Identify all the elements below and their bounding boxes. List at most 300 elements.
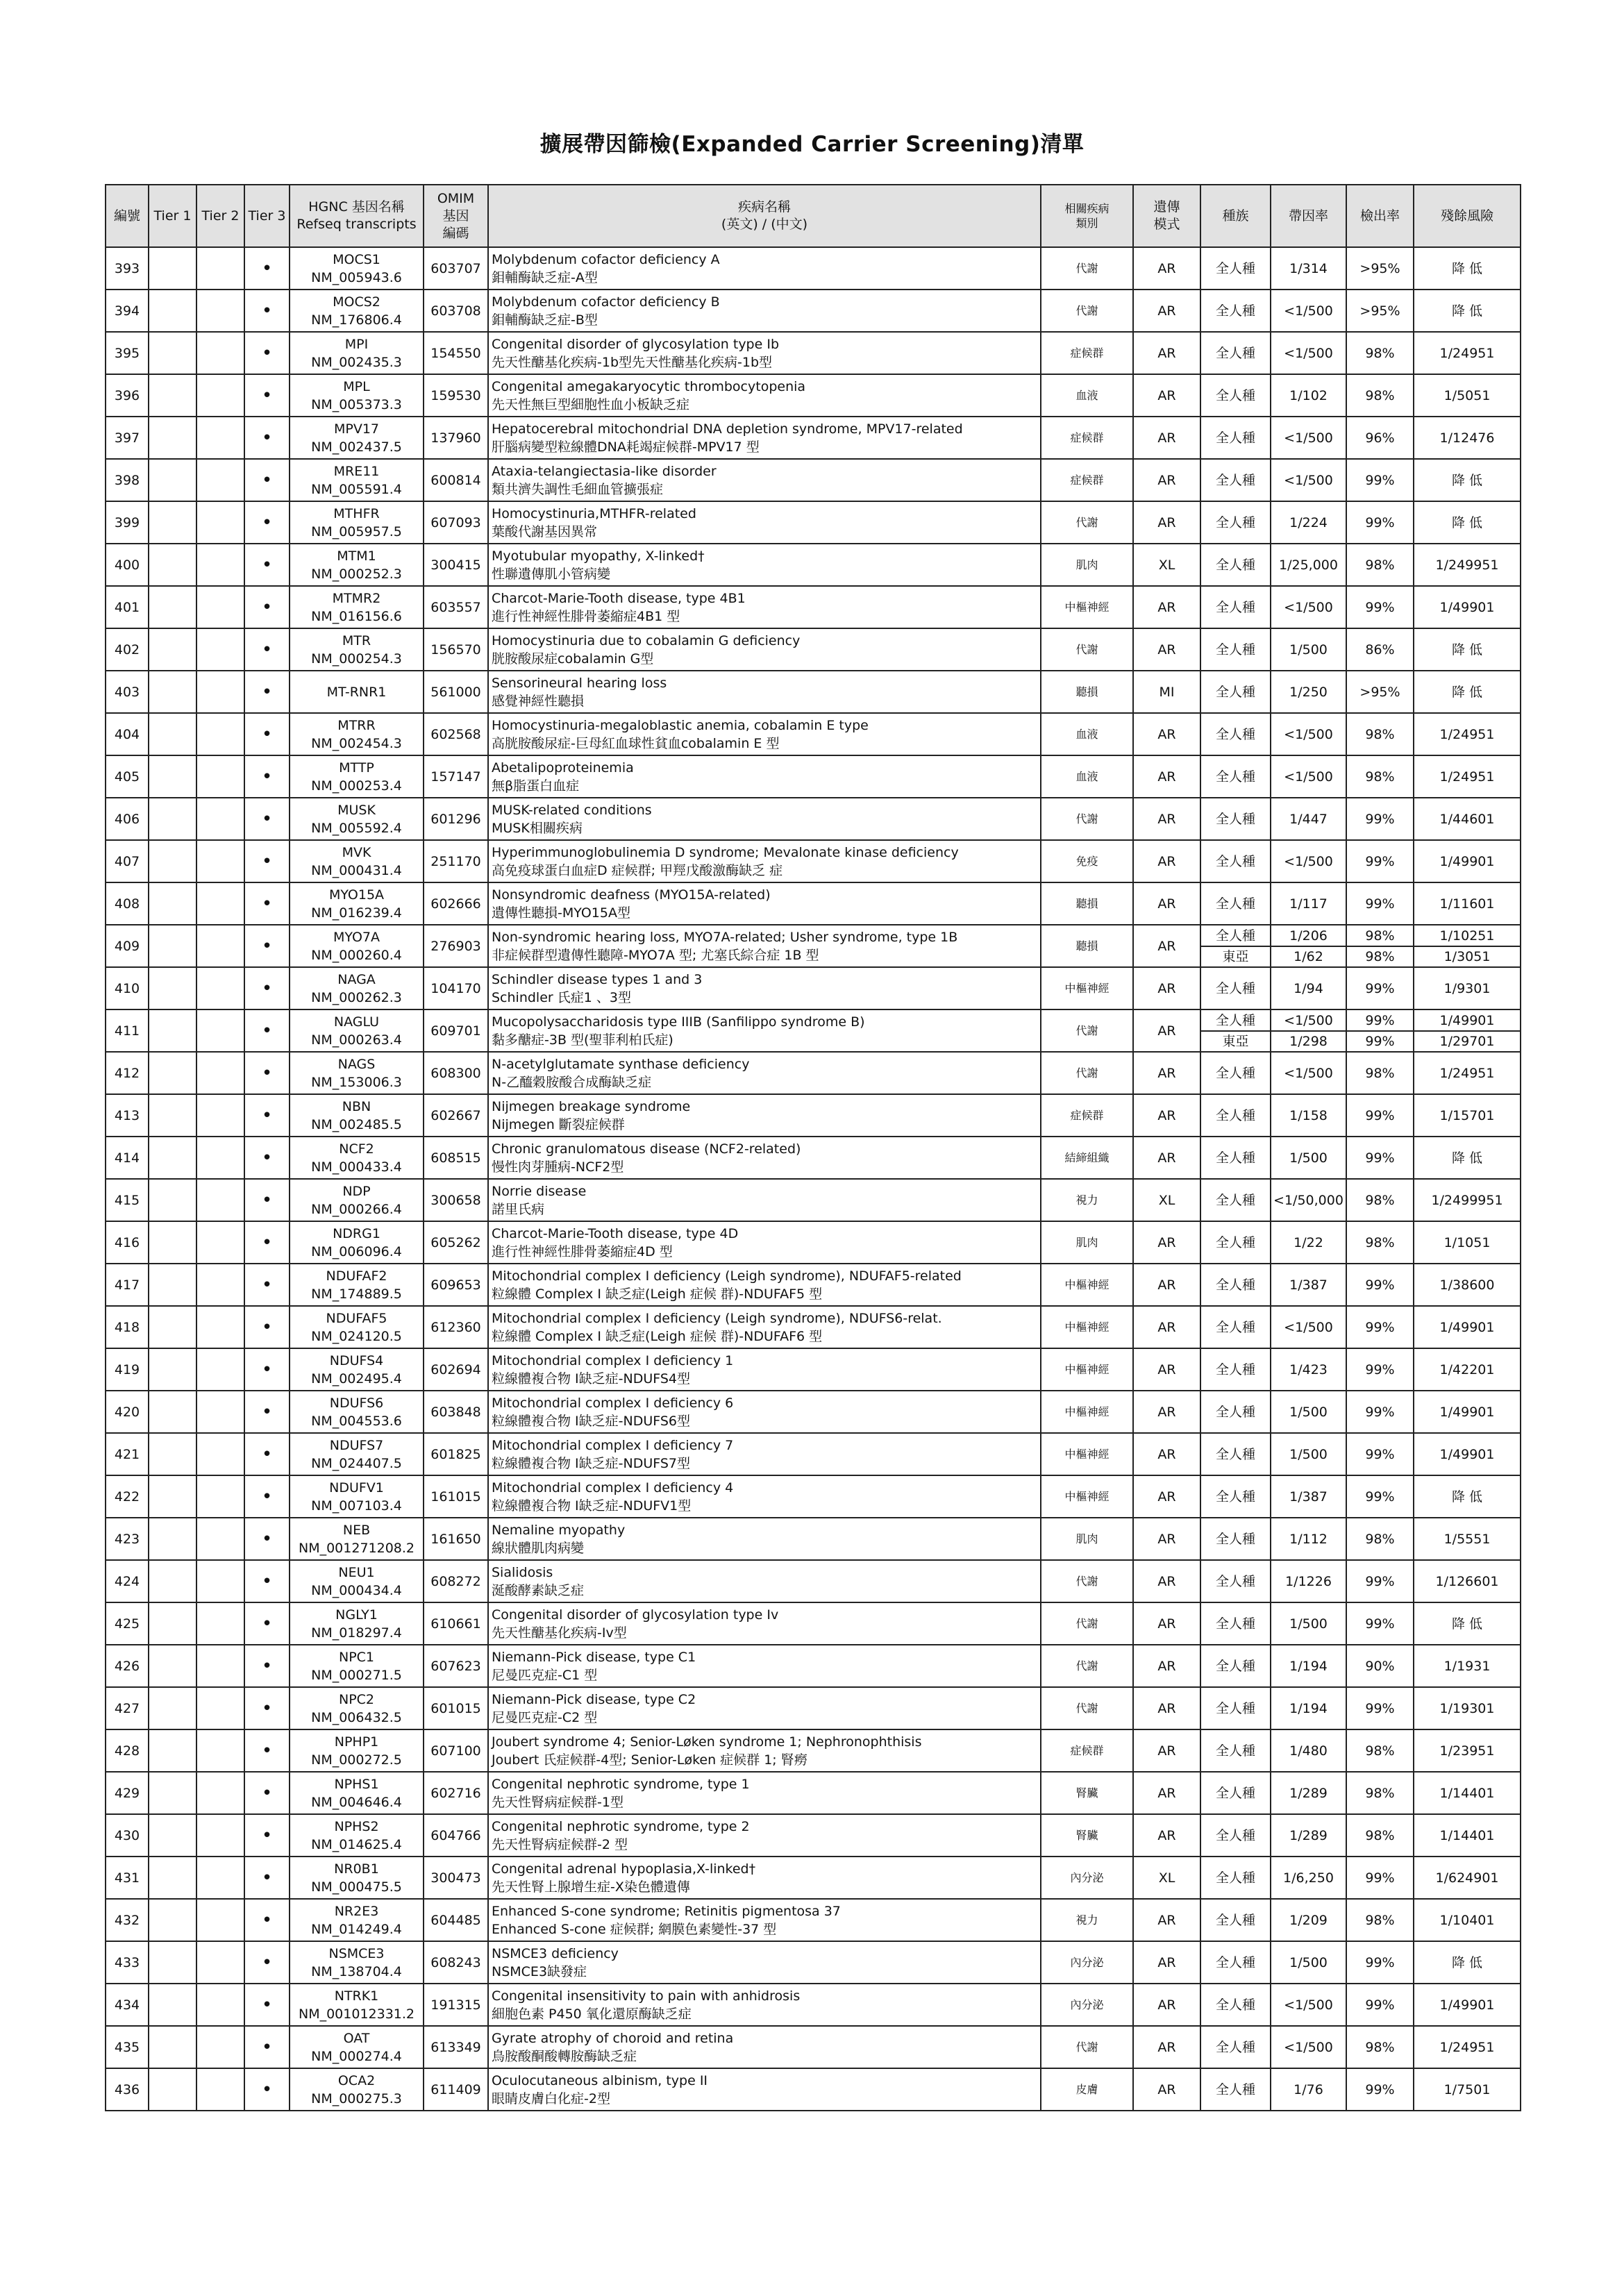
cell-no: 410 [106,967,149,1009]
cell-tier2 [196,1687,244,1729]
table-row [106,332,1521,374]
cell-ethnicity: 全人種 [1200,1984,1271,2026]
cell-omim: 603848 [424,1391,488,1433]
cell-omim: 604766 [424,1814,488,1857]
cell-carrier-rate: 1/500 [1271,1602,1346,1645]
disease-name-zh: 先天性腎上腺增生症-X染色體遺傳 [492,1879,690,1895]
disease-name-zh: 葉酸代謝基因異常 [492,523,598,539]
cell-gene [290,1518,424,1560]
cell-gene [290,1984,424,2026]
table-row [106,374,1521,417]
cell-inheritance: AR [1133,1814,1200,1857]
disease-name-zh: Nijmegen 斷裂症候群 [492,1116,625,1132]
cell-tier1 [149,1391,196,1433]
disease-name-en: Hyperimmunoglobulinemia D syndrome; Mevalonate kinase deficiency [492,844,959,860]
cell-ethnicity: 全人種 [1200,2026,1271,2068]
cell-disease [488,417,1041,459]
cell-inheritance: AR [1133,1433,1200,1475]
cell-tier1 [149,374,196,417]
cell-category: 結締組織 [1041,1137,1133,1179]
cell-tier3-dot: • [244,1137,290,1179]
cell-residual-risk: 1/11601 [1414,882,1521,925]
cell-inheritance: AR [1133,1348,1200,1391]
cell-tier3-dot: • [244,967,290,1009]
cell-tier1 [149,1899,196,1941]
header-omim-line2: 基因 [442,208,469,224]
disease-name-en: Molybdenum cofactor deficiency A [492,251,720,267]
cell-gene [290,1560,424,1602]
disease-name-zh: Enhanced S-cone 症候群; 網膜色素變性-37 型 [492,1921,777,1937]
cell-omim: 609653 [424,1264,488,1306]
cell-tier2 [196,755,244,798]
cell-inheritance: AR [1133,1645,1200,1687]
cell-inheritance: AR [1133,755,1200,798]
header-inheritance-line2: 模式 [1153,217,1180,232]
cell-tier1 [149,1221,196,1264]
cell-tier3-dot: • [244,501,290,544]
cell-omim: 608272 [424,1560,488,1602]
cell-category: 血液 [1041,755,1133,798]
cell-detection-rate: 99% [1346,1602,1414,1645]
cell-no: 420 [106,1391,149,1433]
cell-tier3-dot: • [244,544,290,586]
cell-category: 代謝 [1041,247,1133,290]
cell-tier2 [196,1475,244,1518]
cell-residual-risk: 1/9301 [1414,967,1521,1009]
disease-name-zh: 鉬輔酶缺乏症-A型 [492,269,598,285]
detection-rate-value: 98% [1347,946,1413,966]
cell-omim: 608515 [424,1137,488,1179]
cell-ethnicity: 全人種 [1200,713,1271,755]
cell-detection-rate: 99% [1346,840,1414,882]
refseq-transcript: NM_006096.4 [311,1243,402,1259]
header-no: 編號 [106,185,149,247]
refseq-transcript: NM_000266.4 [311,1201,402,1217]
cell-omim: 300415 [424,544,488,586]
cell-no: 414 [106,1137,149,1179]
cell-tier1 [149,1306,196,1348]
disease-name-zh: MUSK相關疾病 [492,820,583,836]
disease-name-zh: 眼睛皮膚白化症-2型 [492,2090,610,2106]
cell-tier3-dot: • [244,1941,290,1984]
header-ethnicity: 種族 [1200,185,1271,247]
disease-name-zh: 無β脂蛋白血症 [492,778,580,794]
cell-detection-rate: 99% [1346,1137,1414,1179]
cell-disease [488,2068,1041,2111]
cell-detection-rate: 99% [1346,1687,1414,1729]
refseq-transcript: NM_000272.5 [311,1752,402,1768]
cell-residual-risk: 1/38600 [1414,1264,1521,1306]
header-disease-line2: (英文) / (中文) [721,217,808,232]
cell-detection-rate: 99% [1346,586,1414,628]
cell-gene [290,671,424,713]
refseq-transcript: NM_002437.5 [311,439,402,455]
disease-name-zh: 黏多醣症-3B 型(聖菲利柏氏症) [492,1032,673,1048]
cell-tier2 [196,1052,244,1094]
refseq-transcript: NM_000263.4 [311,1032,402,1048]
cell-ethnicity: 全人種 [1200,1179,1271,1221]
cell-gene [290,1475,424,1518]
cell-category: 症候群 [1041,459,1133,501]
disease-name-en: Nonsyndromic deafness (MYO15A-related) [492,887,771,903]
cell-inheritance: AR [1133,1264,1200,1306]
disease-name-zh: 先天性醣基化疾病-1b型先天性醣基化疾病-1b型 [492,354,773,370]
cell-tier3-dot: • [244,1433,290,1475]
cell-omim: 611409 [424,2068,488,2111]
cell-gene [290,374,424,417]
cell-inheritance: AR [1133,1306,1200,1348]
cell-tier1 [149,247,196,290]
cell-gene [290,501,424,544]
gene-name: MYO15A [328,887,385,903]
refseq-transcript: NM_000262.3 [311,989,402,1005]
cell-omim: 604485 [424,1899,488,1941]
cell-detection-rate: 98% [1346,1179,1414,1221]
cell-tier3-dot: • [244,1602,290,1645]
cell-category: 代謝 [1041,628,1133,671]
cell-gene [290,1433,424,1475]
cell-inheritance: AR [1133,501,1200,544]
cell-residual-risk: 1/10401 [1414,1899,1521,1941]
cell-tier2 [196,671,244,713]
cell-inheritance: AR [1133,1941,1200,1984]
cell-inheritance: AR [1133,1391,1200,1433]
cell-category: 代謝 [1041,501,1133,544]
cell-carrier-rate: 1/224 [1271,501,1346,544]
cell-residual-risk: 1/49901 [1414,1306,1521,1348]
refseq-transcript: NM_001012331.2 [298,2006,415,2022]
cell-no: 397 [106,417,149,459]
cell-ethnicity: 全人種 [1200,374,1271,417]
cell-tier3-dot: • [244,1391,290,1433]
gene-name: NPC2 [338,1691,375,1707]
cell-omim: 609701 [424,1009,488,1052]
cell-disease [488,1306,1041,1348]
gene-name: NGLY1 [335,1607,378,1623]
gene-name: NSMCE3 [328,1945,385,1961]
cell-carrier-rate: 1/500 [1271,628,1346,671]
cell-detection-rate: 99% [1346,1560,1414,1602]
refseq-transcript: NM_002435.3 [311,354,402,370]
cell-ethnicity: 全人種 [1200,882,1271,925]
header-gene-line1: HGNC 基因名稱 [308,199,405,215]
cell-residual-risk: 1/5551 [1414,1518,1521,1560]
cell-detection-rate [1346,925,1414,967]
disease-name-en: Mitochondrial complex I deficiency 4 [492,1480,734,1495]
disease-name-zh: 慢性肉芽腫病-NCF2型 [492,1159,624,1175]
gene-name: NDUFV1 [329,1480,384,1495]
disease-name-en: Congenital amegakaryocytic thrombocytopenia [492,378,806,394]
gene-name: NAGA [337,971,376,987]
cell-no: 426 [106,1645,149,1687]
cell-carrier-rate: <1/500 [1271,586,1346,628]
cell-tier1 [149,332,196,374]
table-row [106,671,1521,713]
refseq-transcript: NM_000433.4 [311,1159,402,1175]
cell-tier1 [149,1941,196,1984]
cell-tier2 [196,1221,244,1264]
cell-category: 代謝 [1041,1687,1133,1729]
cell-disease [488,1857,1041,1899]
cell-tier1 [149,544,196,586]
cell-residual-risk: 1/49901 [1414,1984,1521,2026]
cell-tier2 [196,374,244,417]
cell-tier1 [149,1433,196,1475]
cell-no: 401 [106,586,149,628]
cell-residual-risk: 降 低 [1414,501,1521,544]
table-row [106,1137,1521,1179]
cell-ethnicity: 全人種 [1200,1221,1271,1264]
table-row [106,247,1521,290]
cell-no: 399 [106,501,149,544]
gene-name: NCF2 [339,1141,374,1157]
cell-residual-risk: 1/14401 [1414,1772,1521,1814]
cell-category: 代謝 [1041,1560,1133,1602]
cell-tier2 [196,1899,244,1941]
cell-detection-rate: 98% [1346,1052,1414,1094]
cell-detection-rate: 90% [1346,1645,1414,1687]
cell-residual-risk: 降 低 [1414,1941,1521,1984]
cell-disease [488,544,1041,586]
cell-ethnicity: 全人種 [1200,1475,1271,1518]
cell-category: 肌肉 [1041,1221,1133,1264]
cell-carrier-rate: 1/447 [1271,798,1346,840]
cell-tier3-dot: • [244,1221,290,1264]
refseq-transcript: NM_024120.5 [311,1328,402,1344]
cell-tier3-dot: • [244,925,290,967]
cell-disease [488,586,1041,628]
refseq-transcript: NM_002485.5 [311,1116,402,1132]
carrier-rate-value: 1/298 [1271,1030,1346,1051]
cell-tier2 [196,1391,244,1433]
gene-name: NTRK1 [334,1988,379,2004]
cell-omim: 612360 [424,1306,488,1348]
cell-gene [290,1179,424,1221]
cell-ethnicity: 全人種 [1200,1857,1271,1899]
cell-tier3-dot: • [244,798,290,840]
cell-tier3-dot: • [244,1729,290,1772]
gene-name: MVK [342,844,371,860]
cell-detection-rate: 98% [1346,755,1414,798]
cell-detection-rate: 98% [1346,544,1414,586]
cell-inheritance: AR [1133,628,1200,671]
disease-name-zh: 鳥胺酸酮酸轉胺酶缺乏症 [492,2048,637,2064]
cell-omim: 161650 [424,1518,488,1560]
table-row [106,755,1521,798]
refseq-transcript: NM_138704.4 [311,1963,402,1979]
cell-carrier-rate: <1/500 [1271,1052,1346,1094]
cell-tier1 [149,1009,196,1052]
cell-tier1 [149,501,196,544]
cell-carrier-rate: 1/209 [1271,1899,1346,1941]
cell-tier2 [196,840,244,882]
cell-detection-rate: 99% [1346,1306,1414,1348]
gene-name: NDUFAF5 [326,1310,387,1326]
gene-name: NDUFS4 [329,1352,384,1368]
cell-residual-risk: 1/1051 [1414,1221,1521,1264]
cell-carrier-rate [1271,925,1346,967]
disease-name-en: Mitochondrial complex I deficiency 1 [492,1352,734,1368]
disease-name-en: Molybdenum cofactor deficiency B [492,294,720,310]
cell-detection-rate: 98% [1346,1518,1414,1560]
disease-name-zh: 高免疫球蛋白血症D 症候群; 甲羥戊酸激酶缺乏 症 [492,862,783,878]
cell-tier1 [149,882,196,925]
cell-tier2 [196,1560,244,1602]
header-gene-line2: Refseq transcripts [296,217,417,232]
cell-gene [290,967,424,1009]
cell-inheritance: AR [1133,459,1200,501]
cell-category: 代謝 [1041,1645,1133,1687]
cell-no: 413 [106,1094,149,1137]
cell-omim: 601015 [424,1687,488,1729]
cell-carrier-rate: 1/117 [1271,882,1346,925]
refseq-transcript: NM_004553.6 [311,1413,402,1429]
cell-inheritance: AR [1133,882,1200,925]
cell-tier3-dot: • [244,713,290,755]
header-tier3: Tier 3 [244,185,290,247]
cell-ethnicity: 全人種 [1200,1814,1271,1857]
cell-omim: 603708 [424,290,488,332]
cell-detection-rate: 98% [1346,2026,1414,2068]
cell-gene [290,1729,424,1772]
cell-inheritance: AR [1133,1729,1200,1772]
cell-tier3-dot: • [244,1772,290,1814]
refseq-transcript: NM_007103.4 [311,1498,402,1514]
cell-category: 聽損 [1041,671,1133,713]
cell-category: 免疫 [1041,840,1133,882]
cell-tier3-dot: • [244,1857,290,1899]
cell-residual-risk: 1/42201 [1414,1348,1521,1391]
header-tier1: Tier 1 [149,185,196,247]
header-detection-rate: 檢出率 [1346,185,1414,247]
cell-category: 腎臟 [1041,1814,1133,1857]
cell-disease [488,1602,1041,1645]
cell-category: 代謝 [1041,798,1133,840]
cell-category: 皮膚 [1041,2068,1133,2111]
cell-ethnicity: 全人種 [1200,1391,1271,1433]
ethnicity-value: 全人種 [1215,928,1255,944]
disease-name-en: Congenital nephrotic syndrome, type 1 [492,1776,750,1792]
cell-tier2 [196,417,244,459]
cell-inheritance: AR [1133,1475,1200,1518]
cell-ethnicity: 全人種 [1200,1941,1271,1984]
cell-tier1 [149,1602,196,1645]
cell-category: 聽損 [1041,882,1133,925]
disease-name-zh: 尼曼匹克症-C1 型 [492,1667,598,1683]
cell-disease [488,1984,1041,2026]
cell-residual-risk: 1/24951 [1414,713,1521,755]
cell-disease [488,459,1041,501]
header-residual-risk: 殘餘風險 [1414,185,1521,247]
cell-disease [488,840,1041,882]
header-disease-line1: 疾病名稱 [737,199,791,215]
cell-omim: 137960 [424,417,488,459]
cell-tier3-dot: • [244,755,290,798]
cell-inheritance: AR [1133,713,1200,755]
cell-tier3-dot: • [244,586,290,628]
cell-category: 代謝 [1041,1602,1133,1645]
cell-no: 427 [106,1687,149,1729]
disease-name-zh: NSMCE3缺發症 [492,1963,587,1979]
cell-no: 434 [106,1984,149,2026]
disease-name-en: Ataxia-telangiectasia-like disorder [492,463,717,479]
cell-tier1 [149,1475,196,1518]
cell-disease [488,1094,1041,1137]
table-row [106,1984,1521,2026]
gene-name: MTTP [339,760,374,776]
gene-name: MPV17 [333,421,380,437]
cell-omim: 602667 [424,1094,488,1137]
cell-gene [290,798,424,840]
table-row [106,925,1521,967]
disease-name-zh: 先天性腎病症候群-1型 [492,1794,623,1810]
cell-disease [488,1645,1041,1687]
cell-tier2 [196,501,244,544]
cell-tier2 [196,1984,244,2026]
disease-name-en: Niemann-Pick disease, type C1 [492,1649,696,1665]
cell-omim: 159530 [424,374,488,417]
cell-carrier-rate: 1/76 [1271,2068,1346,2111]
disease-name-en: Chronic granulomatous disease (NCF2-related) [492,1141,801,1157]
disease-name-zh: 尼曼匹克症-C2 型 [492,1709,598,1725]
cell-disease [488,1475,1041,1518]
cell-tier3-dot: • [244,2026,290,2068]
cell-disease [488,247,1041,290]
cell-category: 肌肉 [1041,1518,1133,1560]
disease-name-zh: 鉬輔酶缺乏症-B型 [492,312,598,328]
cell-detection-rate: >95% [1346,247,1414,290]
disease-name-en: NSMCE3 deficiency [492,1945,619,1961]
cell-no: 422 [106,1475,149,1518]
cell-category: 代謝 [1041,1009,1133,1052]
disease-name-zh: 粒線體 Complex I 缺乏症(Leigh 症候 群)-NDUFAF5 型 [492,1286,823,1302]
cell-ethnicity: 全人種 [1200,840,1271,882]
cell-carrier-rate [1271,1009,1346,1052]
cell-residual-risk: 降 低 [1414,1602,1521,1645]
cell-no: 402 [106,628,149,671]
table-row [106,713,1521,755]
cell-inheritance: AR [1133,374,1200,417]
gene-name: NPC1 [338,1649,375,1665]
refseq-transcript: NM_016239.4 [311,905,402,921]
table-row [106,1560,1521,1602]
cell-tier2 [196,1814,244,1857]
cell-tier1 [149,1518,196,1560]
cell-disease [488,1433,1041,1475]
cell-residual-risk: 1/624901 [1414,1857,1521,1899]
cell-omim: 300473 [424,1857,488,1899]
cell-no: 432 [106,1899,149,1941]
cell-gene [290,1941,424,1984]
cell-gene [290,2026,424,2068]
cell-omim: 104170 [424,967,488,1009]
cell-tier3-dot: • [244,1052,290,1094]
cell-disease [488,1560,1041,1602]
cell-tier2 [196,1941,244,1984]
gene-name: NDUFS7 [329,1437,384,1453]
disease-name-en: Schindler disease types 1 and 3 [492,971,703,987]
cell-no: 406 [106,798,149,840]
cell-inheritance: AR [1133,2068,1200,2111]
ethnicity-value: 東亞 [1201,946,1270,966]
cell-omim: 601296 [424,798,488,840]
cell-residual-risk: 1/1931 [1414,1645,1521,1687]
cell-omim: 154550 [424,332,488,374]
cell-ethnicity: 全人種 [1200,544,1271,586]
cell-omim: 607093 [424,501,488,544]
cell-tier2 [196,1518,244,1560]
cell-residual-risk [1414,925,1521,967]
